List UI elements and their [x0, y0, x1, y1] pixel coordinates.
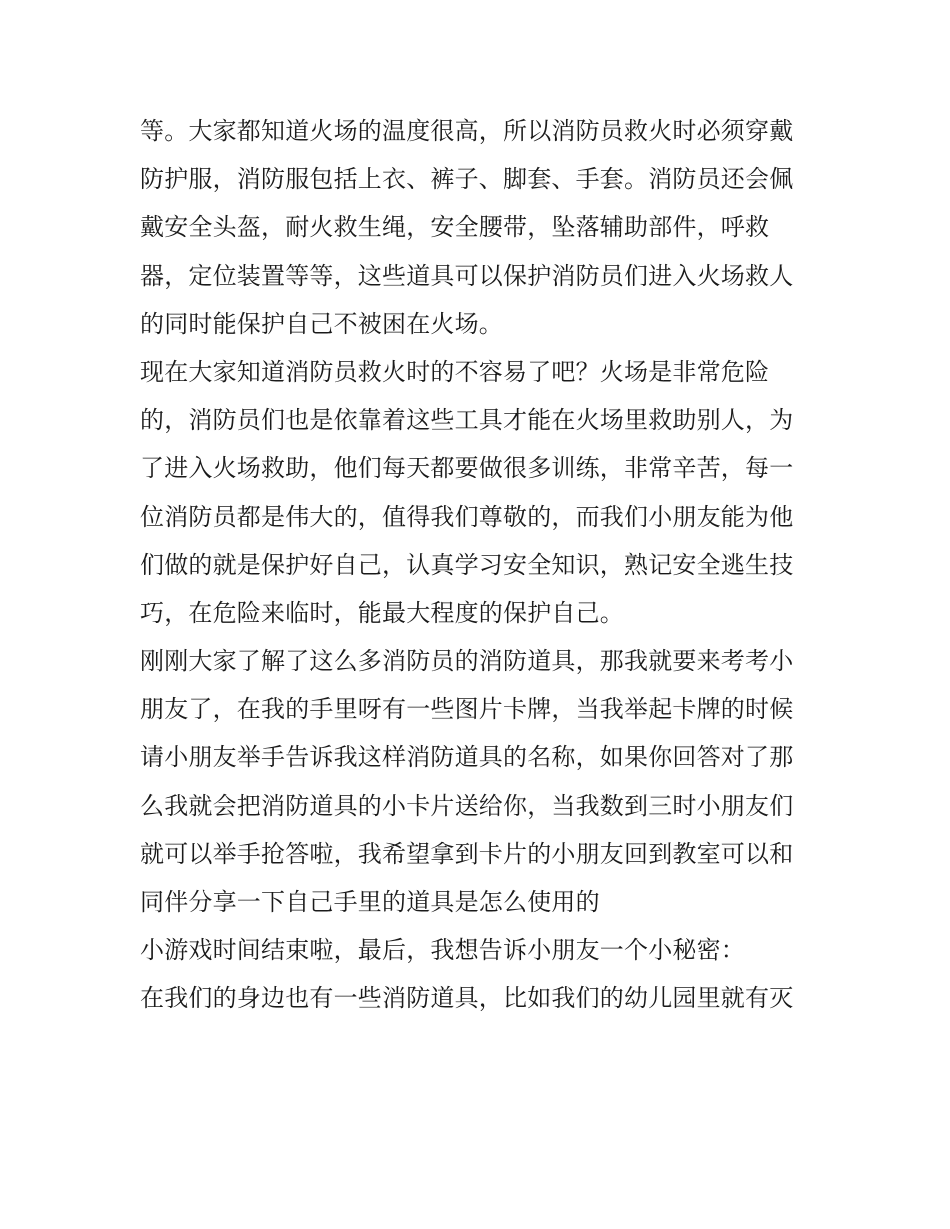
text-line: 刚刚大家了解了这么多消防员的消防道具，那我就要来考考小 [140, 647, 794, 676]
text-line: 就可以举手抢答啦，我希望拿到卡片的小朋友回到教室可以和 [140, 839, 794, 868]
text-line: 同伴分享一下自己手里的道具是怎么使用的 [140, 888, 600, 916]
text-line: 防护服，消防服包括上衣、裤子、脚套、手套。消防员还会佩 [140, 165, 794, 194]
text-line: 戴安全头盔，耐火救生绳，安全腰带，坠落辅助部件，呼救 [140, 213, 770, 242]
paragraph-1 [140, 107, 820, 348]
text-line: 的同时能保护自己不被困在火场。 [140, 309, 503, 338]
text-line: 位消防员都是伟大的，值得我们尊敬的，而我们小朋友能为他 [140, 502, 794, 531]
text-line: 了进入火场救助，他们每天都要做很多训练，非常辛苦，每一 [140, 454, 794, 483]
text-line: 朋友了，在我的手里呀有一些图片卡牌，当我举起卡牌的时候 [140, 695, 794, 724]
text-line: 巧，在危险来临时，能最大程度的保护自己。 [140, 598, 624, 627]
document-body [140, 107, 820, 1023]
text-line: 小游戏时间结束啦，最后，我想告诉小朋友一个小秘密： [140, 936, 745, 965]
text-line: 的，消防员们也是依靠着这些工具才能在火场里救助别人，为 [140, 406, 794, 435]
text-line: 们做的就是保护好自己，认真学习安全知识，熟记安全逃生技 [140, 550, 794, 579]
paragraph-4 [140, 926, 820, 974]
text-line: 请小朋友举手告诉我这样消防道具的名称，如果你回答对了那 [140, 743, 794, 772]
paragraph-5 [140, 974, 820, 1022]
text-line: 等。大家都知道火场的温度很高，所以消防员救火时必须穿戴 [140, 117, 794, 145]
text-line: 么我就会把消防道具的小卡片送给你，当我数到三时小朋友们 [140, 791, 794, 820]
text-line: 器，定位装置等等，这些道具可以保护消防员们进入火场救人 [140, 261, 794, 290]
text-line: 在我们的身边也有一些消防道具，比如我们的幼儿园里就有灭 [140, 984, 794, 1013]
paragraph-3 [140, 637, 820, 926]
paragraph-2 [140, 348, 820, 637]
text-line: 现在大家知道消防员救火时的不容易了吧？火场是非常危险 [140, 357, 770, 386]
